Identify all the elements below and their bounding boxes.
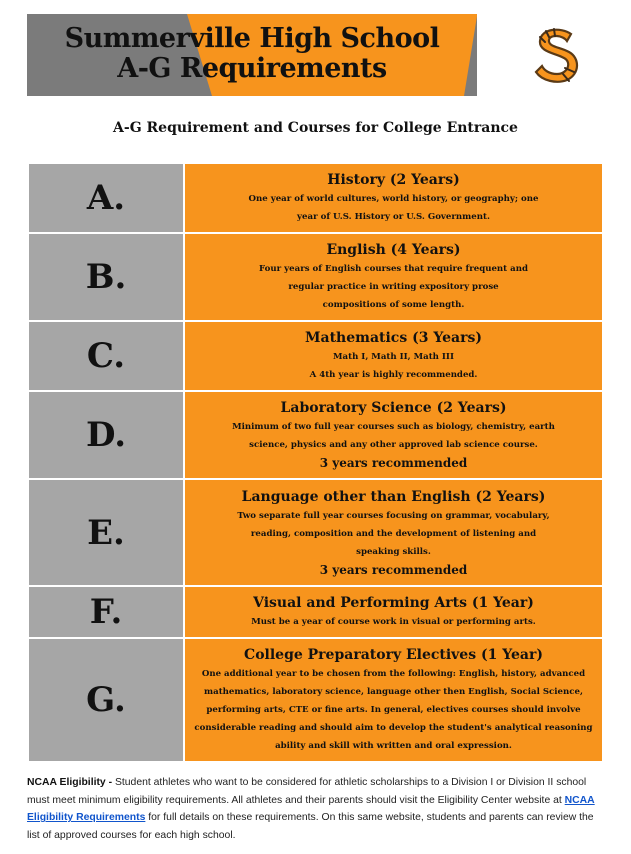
ncaa-eligibility-link[interactable]: NCAA Eligibility Requirements bbox=[27, 794, 595, 824]
requirement-description-line: mathematics, laboratory science, language other then English, Social Science, bbox=[204, 687, 583, 697]
requirement-letter: B. bbox=[28, 233, 184, 321]
requirement-title: Laboratory Science (2 Years) bbox=[280, 400, 507, 416]
requirement-row-d bbox=[28, 391, 603, 479]
requirement-description-line: Minimum of two full year courses such as biology, chemistry, earth bbox=[232, 422, 555, 432]
requirement-title: History (2 Years) bbox=[327, 172, 460, 188]
requirement-title: Language other than English (2 Years) bbox=[241, 488, 546, 505]
summerville-s-logo-icon bbox=[533, 28, 581, 84]
requirement-title: Mathematics (3 Years) bbox=[305, 330, 482, 346]
requirement-description-line: regular practice in writing expository prose bbox=[288, 282, 499, 292]
requirement-description-line: One year of world cultures, world history, or geography; one bbox=[248, 194, 539, 204]
requirement-content bbox=[184, 321, 603, 391]
requirement-letter: A. bbox=[28, 163, 184, 233]
requirement-description-line: A 4th year is highly recommended. bbox=[309, 370, 478, 380]
requirement-content bbox=[184, 638, 603, 762]
requirement-content bbox=[184, 479, 603, 586]
requirement-row-a bbox=[28, 163, 603, 233]
ncaa-eligibility-note bbox=[27, 774, 607, 844]
requirements-table bbox=[27, 162, 604, 763]
requirement-title: Visual and Performing Arts (1 Year) bbox=[253, 595, 534, 611]
page-title-line1: Summerville High School bbox=[64, 23, 440, 54]
requirement-content bbox=[184, 586, 603, 638]
requirement-description-line: year of U.S. History or U.S. Government. bbox=[297, 212, 490, 222]
requirement-description-line: Math I, Math II, Math III bbox=[333, 352, 454, 362]
ncaa-note-text: Student athletes who want to be considered for athletic scholarships to a Division I or Division II school must meet minimum eligibility requirements. All athletes and their parents should visit the Eligibility Center website at bbox=[27, 777, 587, 806]
section-subtitle: A-G Requirement and Courses for College Entrance bbox=[113, 120, 518, 136]
requirement-letter: D. bbox=[28, 391, 184, 479]
requirement-title: College Preparatory Electives (1 Year) bbox=[244, 647, 543, 663]
requirement-description-line: reading, composition and the development of listening and bbox=[250, 528, 537, 539]
requirement-letter: G. bbox=[28, 638, 184, 762]
ncaa-note-text-end: for full details on these requirements. On this same website, students and parents can review the list of approved courses for each high school. bbox=[27, 812, 594, 841]
requirement-description-line: speaking skills. bbox=[356, 546, 431, 557]
requirement-letter: F. bbox=[28, 586, 184, 638]
ncaa-eligibility-label: NCAA Eligibility - bbox=[27, 777, 113, 788]
requirement-description-line: One additional year to be chosen from the following: English, history, advanced bbox=[201, 669, 586, 679]
requirement-description-line: compositions of some length. bbox=[322, 300, 465, 310]
requirement-letter: C. bbox=[28, 321, 184, 391]
requirement-description-line: Four years of English courses that require frequent and bbox=[259, 264, 528, 274]
requirement-content bbox=[184, 391, 603, 479]
requirement-description-line: Two separate full year courses focusing on grammar, vocabulary, bbox=[237, 510, 550, 521]
requirement-description-line: considerable reading and should aim to develop the student's analytical reasoning bbox=[194, 723, 593, 733]
requirement-description-line: performing arts, CTE or fine arts. In general, electives courses should involve bbox=[206, 705, 581, 715]
requirement-row-c bbox=[28, 321, 603, 391]
requirement-description-line: ability and skill with written and oral expression. bbox=[275, 741, 512, 751]
requirement-description-line: Must be a year of course work in visual or performing arts. bbox=[251, 617, 536, 627]
page-title-line2: A-G Requirements bbox=[117, 53, 387, 84]
requirement-recommendation: 3 years recommended bbox=[319, 456, 468, 470]
requirement-row-f bbox=[28, 586, 603, 638]
requirement-content bbox=[184, 163, 603, 233]
page-title bbox=[27, 24, 477, 84]
requirement-letter: E. bbox=[28, 479, 184, 586]
requirement-description-line: science, physics and any other approved lab science course. bbox=[249, 440, 538, 450]
header-banner bbox=[27, 14, 477, 96]
requirement-title: English (4 Years) bbox=[326, 242, 461, 258]
requirement-row-g bbox=[28, 638, 603, 762]
requirement-row-b bbox=[28, 233, 603, 321]
requirement-content bbox=[184, 233, 603, 321]
requirement-row-e bbox=[28, 479, 603, 586]
requirement-recommendation: 3 years recommended bbox=[319, 562, 468, 577]
